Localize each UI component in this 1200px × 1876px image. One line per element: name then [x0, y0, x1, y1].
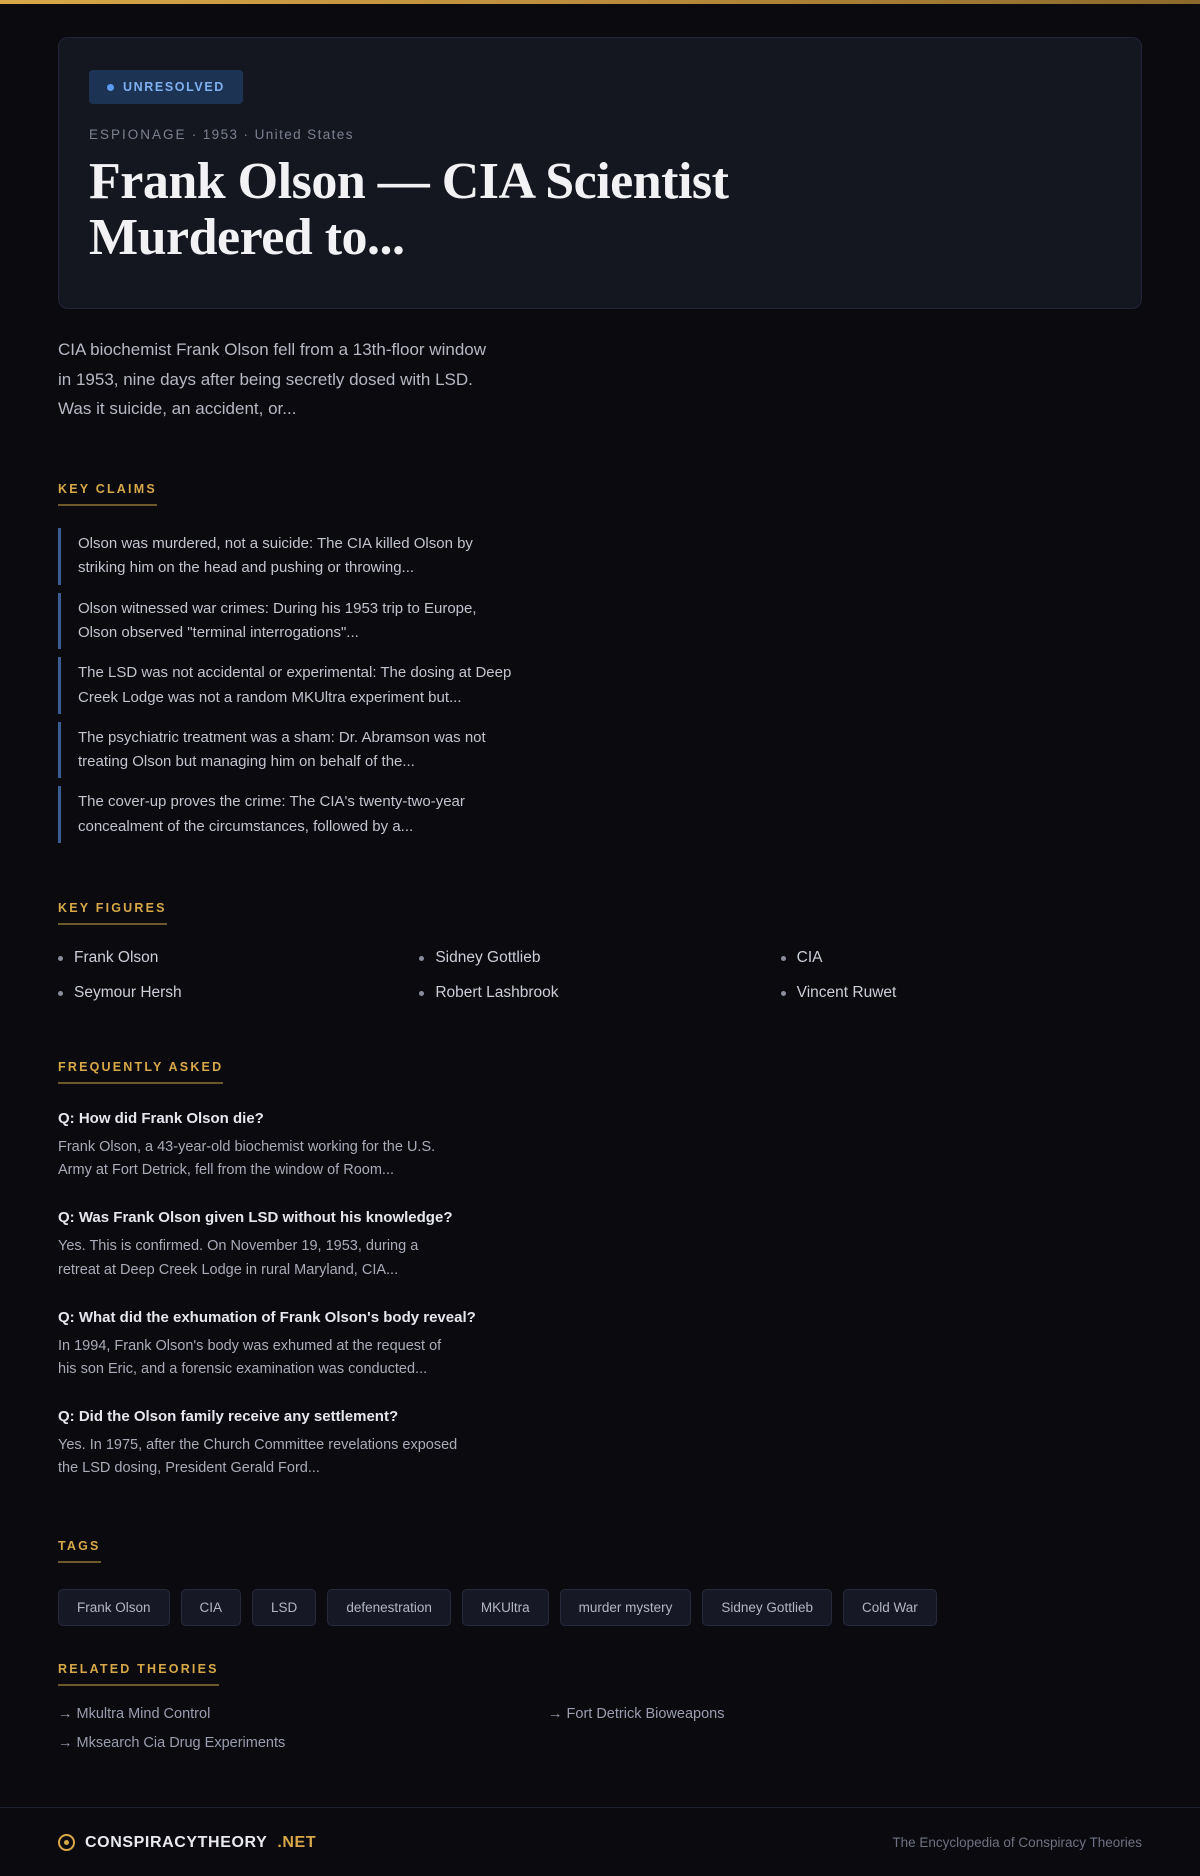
- figure-item[interactable]: [419, 949, 780, 967]
- figure-label: Robert Lashbrook: [435, 984, 559, 1002]
- brand-name: CONSPIRACYTHEORY: [85, 1833, 268, 1851]
- tags-heading: TAGS: [58, 1539, 101, 1563]
- tag-chip[interactable]: CIA: [181, 1589, 242, 1626]
- figure-item[interactable]: [58, 949, 419, 967]
- claim-item: The psychiatric treatment was a sham: Dr. Abramson was not treating Olson but managing him on behalf of the...: [58, 722, 518, 779]
- faq-item: [58, 1309, 1142, 1381]
- faq-item: [58, 1209, 1142, 1281]
- figure-label: CIA: [796, 949, 823, 967]
- figure-label: Vincent Ruwet: [796, 984, 897, 1002]
- figure-label: Seymour Hersh: [74, 984, 182, 1002]
- key-figures-heading: KEY FIGURES: [58, 901, 167, 925]
- figure-item[interactable]: [419, 984, 780, 1002]
- meta-category: ESPIONAGE: [89, 127, 187, 142]
- related-link[interactable]: → Mkultra Mind Control: [58, 1705, 211, 1722]
- status-badge-label: UNRESOLVED: [123, 80, 225, 94]
- footer-tagline: The Encyclopedia of Conspiracy Theories: [892, 1835, 1142, 1851]
- faq-answer: Yes. This is confirmed. On November 19, 1953, during a retreat at Deep Creek Lodge in rural Maryland, CIA...: [58, 1238, 419, 1278]
- key-claims-list: [58, 528, 1142, 843]
- tag-chip[interactable]: LSD: [252, 1589, 316, 1626]
- claim-item: The cover-up proves the crime: The CIA's twenty-two-year concealment of the circumstances, followed by a...: [58, 786, 518, 843]
- figure-item[interactable]: [58, 984, 419, 1002]
- eye-icon: [58, 1834, 75, 1851]
- claim-item: The LSD was not accidental or experimental: The dosing at Deep Creek Lodge was not a random MKUltra experiment but...: [58, 657, 518, 714]
- section-key-claims: [58, 480, 1142, 843]
- breadcrumb: [89, 127, 1111, 142]
- bullet-icon: [419, 991, 424, 996]
- meta-country: United States: [254, 127, 354, 142]
- tag-chip[interactable]: MKUltra: [462, 1589, 549, 1626]
- tag-chip[interactable]: Frank Olson: [58, 1589, 170, 1626]
- faq-item: [58, 1110, 1142, 1182]
- meta-year: 1953: [202, 127, 239, 142]
- meta-sep-2: ·: [243, 127, 250, 142]
- summary-text: CIA biochemist Frank Olson fell from a 13th-floor window in 1953, nine days after being secretly dosed with LSD. Was it suicide, an accident, or...: [58, 340, 487, 419]
- faq-item: [58, 1408, 1142, 1480]
- tag-chip[interactable]: murder mystery: [560, 1589, 692, 1626]
- related-heading: RELATED THEORIES: [58, 1662, 219, 1686]
- figure-item[interactable]: [781, 984, 1142, 1002]
- figure-label: Sidney Gottlieb: [435, 949, 541, 967]
- section-faq: [58, 1058, 1142, 1481]
- meta-sep-1: ·: [191, 127, 198, 142]
- bullet-icon: [419, 956, 424, 961]
- bullet-icon: [781, 956, 786, 961]
- faq-list: [58, 1110, 1142, 1481]
- accent-top-rule: [0, 0, 1200, 4]
- status-dot-icon: [107, 84, 114, 91]
- tag-chip[interactable]: Sidney Gottlieb: [702, 1589, 832, 1626]
- faq-heading: FREQUENTLY ASKED: [58, 1060, 223, 1084]
- bullet-icon: [58, 956, 63, 961]
- faq-answer: Yes. In 1975, after the Church Committee revelations exposed the LSD dosing, President Gerald Ford...: [58, 1437, 458, 1477]
- figure-item[interactable]: [781, 949, 1142, 967]
- faq-question: Q: How did Frank Olson die?: [58, 1110, 264, 1128]
- status-badge: [89, 70, 243, 104]
- section-related-theories: [58, 1660, 1142, 1751]
- key-claims-heading: KEY CLAIMS: [58, 482, 157, 506]
- faq-question: Q: Did the Olson family receive any settlement?: [58, 1408, 399, 1426]
- bullet-icon: [781, 991, 786, 996]
- related-link[interactable]: → Fort Detrick Bioweapons: [548, 1705, 725, 1722]
- related-list: [58, 1706, 1038, 1751]
- tags-list: [58, 1589, 1142, 1626]
- claim-item: Olson was murdered, not a suicide: The CIA killed Olson by striking him on the head and pushing or throwing...: [58, 528, 518, 585]
- claim-item: Olson witnessed war crimes: During his 1953 trip to Europe, Olson observed "terminal interrogations"...: [58, 593, 518, 650]
- page-content: [0, 37, 1200, 1751]
- faq-question: Q: Was Frank Olson given LSD without his knowledge?: [58, 1209, 453, 1227]
- tag-chip[interactable]: Cold War: [843, 1589, 937, 1626]
- faq-answer: In 1994, Frank Olson's body was exhumed at the request of his son Eric, and a forensic examination was conducted...: [58, 1337, 442, 1377]
- faq-answer: Frank Olson, a 43-year-old biochemist working for the U.S. Army at Fort Detrick, fell from the window of Room...: [58, 1139, 436, 1179]
- key-figures-grid: [58, 949, 1142, 1002]
- related-link[interactable]: → Mksearch Cia Drug Experiments: [58, 1734, 286, 1751]
- brand-tld: .NET: [277, 1833, 317, 1851]
- tag-chip[interactable]: defenestration: [327, 1589, 451, 1626]
- section-tags: [58, 1537, 1142, 1626]
- section-key-figures: [58, 899, 1142, 1002]
- page-footer: [0, 1807, 1200, 1876]
- figure-label: Frank Olson: [74, 949, 159, 967]
- hero-card: [58, 37, 1142, 309]
- faq-question: Q: What did the exhumation of Frank Olson's body reveal?: [58, 1308, 476, 1326]
- site-logo[interactable]: [58, 1834, 316, 1852]
- page-title: Frank Olson — CIA Scientist Murdered to...: [89, 153, 729, 267]
- bullet-icon: [58, 991, 63, 996]
